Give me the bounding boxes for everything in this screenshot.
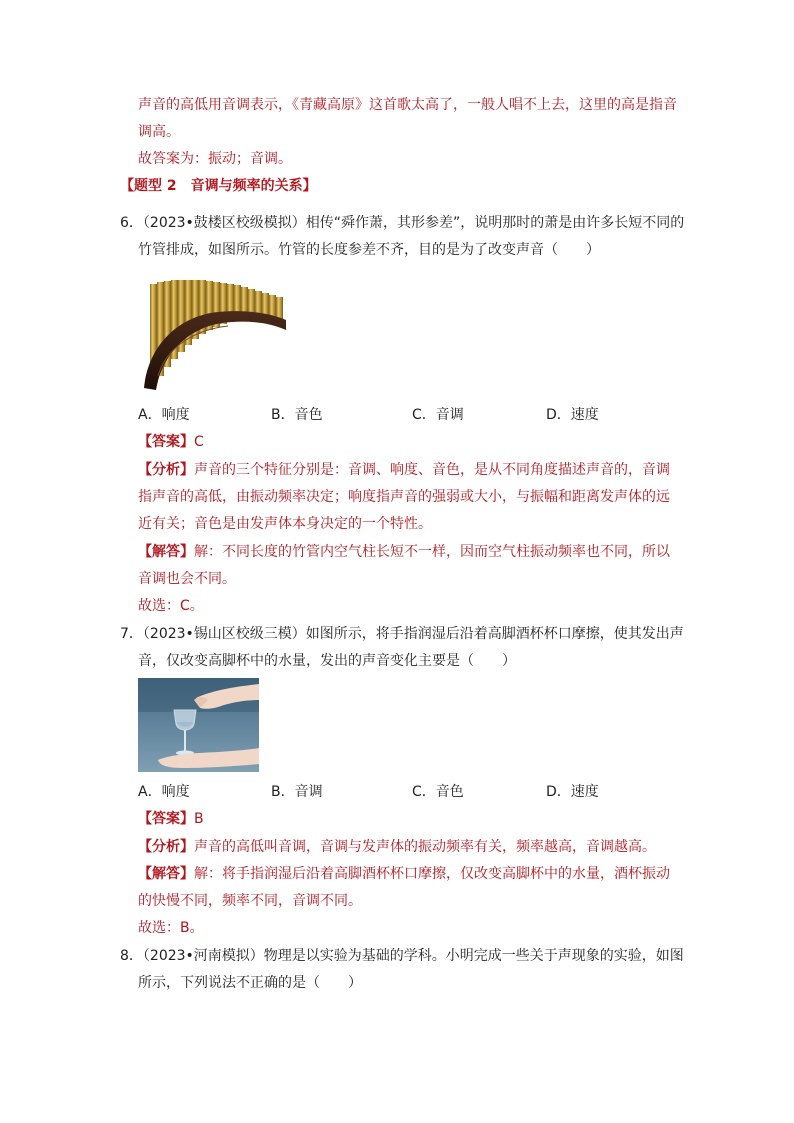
q7-stem-line-2: 音，仅改变高脚杯中的水量，发出的声音变化主要是（ ） — [138, 653, 516, 669]
q6-option-b: B．音色 — [271, 407, 323, 423]
q8-stem-line-2: 所示，下列说法不正确的是（ ） — [138, 975, 362, 991]
q7-answer — [138, 809, 204, 829]
q6-answer-value: C — [194, 434, 204, 450]
q6-stem-line-2: 竹管排成，如图所示。竹管的长度参差不齐，目的是为了改变声音（ ） — [138, 242, 600, 258]
q6-analysis-line-2: 指声音的高低，由振动频率决定；响度指声音的强弱或大小，与振幅和距离发声体的远 — [138, 489, 670, 505]
panpipe-image — [138, 276, 288, 392]
q6-solution-line-2: 音调也会不同。 — [138, 571, 236, 587]
q6-solution-tag: 【解答】 — [138, 544, 194, 560]
q7-answer-tag: 【答案】 — [138, 811, 194, 827]
q6-solution-text-1: 解：不同长度的竹管内空气柱长短不一样，因而空气柱振动频率也不同，所以 — [194, 544, 670, 560]
q6-options — [138, 405, 698, 425]
q6-answer — [138, 432, 204, 452]
q7-analysis-tag: 【分析】 — [138, 839, 194, 855]
q7-solution-tag: 【解答】 — [138, 866, 194, 882]
q6-choose: 故选：C。 — [138, 598, 204, 614]
q7-solution-line-1 — [138, 864, 670, 884]
q8-stem-line-1: 8．（2023•河南模拟）物理是以实验为基础的学科。小明完成一些关于声现象的实验，如图 — [120, 948, 684, 964]
q7-choose: 故选：B。 — [138, 920, 204, 936]
q6-option-d: D．速度 — [546, 407, 599, 423]
previous-answer-line-2: 调高。 — [138, 124, 180, 140]
q7-option-b: B．音调 — [271, 784, 323, 800]
q6-option-c: C．音调 — [412, 407, 464, 423]
q7-analysis-text-1: 声音的高低叫音调，音调与发声体的振动频率有关，频率越高，音调越高。 — [194, 839, 656, 855]
section-title: 【题型 2 音调与频率的关系】 — [120, 178, 317, 194]
q7-solution-text-1: 解：将手指润湿后沿着高脚酒杯杯口摩擦，仅改变高脚杯中的水量，酒杯振动 — [194, 866, 670, 882]
q7-stem-line-1: 7．（2023•锡山区校级三模）如图所示，将手指润湿后沿着高脚酒杯杯口摩擦，使其发出声 — [120, 626, 684, 642]
previous-answer-line-1: 声音的高低用音调表示，《青藏高原》这首歌太高了，一般人唱不上去，这里的高是指音 — [138, 97, 677, 113]
q7-option-a: A．响度 — [138, 784, 190, 800]
q6-option-a: A．响度 — [138, 407, 190, 423]
q7-options — [138, 782, 698, 802]
q6-answer-tag: 【答案】 — [138, 434, 194, 450]
q7-option-d: D．速度 — [546, 784, 599, 800]
q6-analysis-tag: 【分析】 — [138, 462, 194, 478]
q7-answer-value: B — [194, 811, 204, 827]
q7-solution-line-2: 的快慢不同，频率不同，音调不同。 — [138, 893, 362, 909]
q6-analysis-line-3: 近有关；音色是由发声体本身决定的一个特性。 — [138, 516, 432, 532]
q6-stem-line-1: 6．（2023•鼓楼区校级模拟）相传“舜作萧，其形参差”，说明那时的萧是由许多长短不同的 — [120, 215, 685, 231]
previous-answer-conclusion: 故答案为：振动；音调。 — [138, 151, 292, 167]
q7-option-c: C．音色 — [412, 784, 464, 800]
q6-analysis-text-1: 声音的三个特征分别是：音调、响度、音色，是从不同角度描述声音的，音调 — [194, 462, 670, 478]
q7-analysis-line-1 — [138, 837, 656, 857]
q6-solution-line-1 — [138, 542, 670, 562]
q6-analysis-line-1 — [138, 460, 670, 480]
wine-glass-image — [138, 678, 259, 772]
